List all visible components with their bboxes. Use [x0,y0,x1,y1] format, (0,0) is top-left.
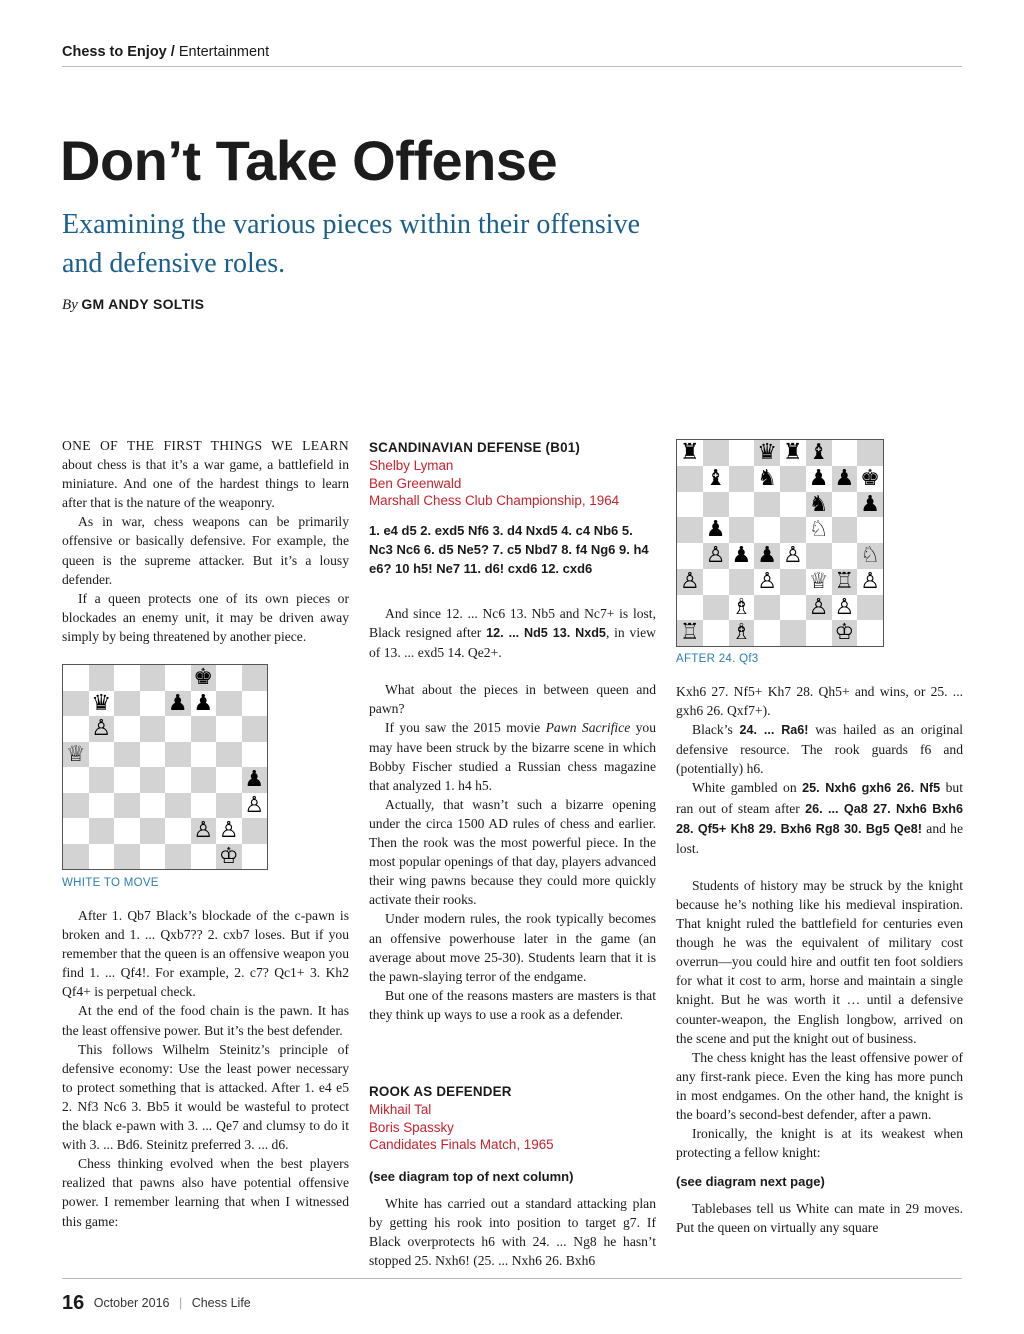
board-square [780,620,806,646]
board-square [165,767,191,793]
column-2-bottom [369,1194,656,1270]
board-square [754,620,780,646]
board-square [63,691,89,717]
board-square [242,818,268,844]
lead-caps: ONE OF THE FIRST THINGS WE LEARN [62,438,349,453]
paragraph-text: , in view of 13. ... exd5 14. Qe2+. [369,625,656,661]
section-name: Chess to Enjoy [62,44,167,60]
chess-piece-icon: ♟ [808,465,829,491]
chess-piece-icon: ♟ [860,491,880,517]
board-square [165,742,191,768]
footer-divider [62,1278,962,1279]
board-square [63,665,89,691]
diagram-caption: WHITE TO MOVE [62,877,159,889]
chess-piece-icon: ♚ [860,465,880,491]
board-square [857,440,883,466]
chess-piece-icon: ♝ [808,440,829,465]
board-square [729,569,755,595]
paragraph-text: was hailed as an original defensive resource. The rook guards f6 and (potentially) h6. [676,722,964,777]
board-square [89,742,115,768]
chess-piece-icon: ♘ [860,543,880,568]
board-square [89,818,115,844]
board-square [216,767,242,793]
chess-piece-icon: ♙ [705,543,726,568]
board-square [754,492,780,518]
byline [62,296,204,314]
board-square [89,665,115,691]
move-text: 25. Nxh6 gxh6 26. Nf5 [802,781,941,796]
header-slash: / [170,44,175,60]
page-number: 16 [62,1292,85,1314]
paragraph: Students of history may be struck by the knight because he’s nothing like his medieval inspiration. That knight ruled the battlefield for centuries even though he was the equivalent of military cost overrun—you could hire and outfit ten foot soldiers for what it cost to arm, horse and maintain a single knight. But he was worth it … until a defensive counter-weapon, the English longbow, arrived on the scene and put the knight out of business. [676,877,963,1046]
board-square [89,793,115,819]
board-square [140,767,166,793]
paragraph: White has carried out a standard attacking plan by getting his rook into position to target g7. If Black overprotects h6 with 24. ... Ng8 he hasn’t stopped 25. Nxh6! (25. ... Nxh6 26. Bxh6 [369,1196,656,1269]
paragraph [676,720,963,778]
column-3-text [676,682,963,1238]
chess-piece-icon: ♔ [834,620,855,646]
board-square [677,595,703,621]
chess-piece-icon: ♔ [218,843,239,869]
board-square [216,665,242,691]
paragraph-text: If you saw the 2015 movie [385,720,541,736]
author-name: GM ANDY SOLTIS [81,296,205,312]
chess-piece-icon: ♙ [860,568,880,594]
board-square [63,844,89,870]
board-square [857,517,883,543]
paragraph-text: White gambled on [692,780,797,796]
paragraph [676,778,963,857]
paragraph-text: Black’s [692,722,733,738]
paragraph: At the end of the food chain is the pawn. It has the least offensive power. But it’s the best defender. [62,1003,349,1038]
paragraph: If a queen protects one of its own pieces or blockades an enemy unit, it may be driven away simply by being threatened by another piece. [62,590,349,644]
board-square [857,620,883,646]
board-square [63,793,89,819]
board-square [165,716,191,742]
paragraph: Actually, that wasn’t such a bizarre opening under the circa 1500 AD rules of chess and earlier. Then the rook was the most powerful piece. In the most popular openings of that day, players advanced their wing pawns because they could more quickly activate their rooks. [369,796,656,908]
game-1-block [369,438,656,578]
board-square [754,517,780,543]
chess-piece-icon: ♚ [193,665,214,690]
column-1-bottom [62,906,349,1231]
board-square [165,793,191,819]
event-name: Candidates Finals Match, 1965 [369,1136,554,1152]
board-square [114,793,140,819]
chess-piece-icon: ♞ [757,465,777,491]
black-player: Ben Greenwald [369,475,462,491]
chess-piece-icon: ♛ [91,690,112,716]
board-square [140,742,166,768]
board-square [677,517,703,543]
diagram-reference: (see diagram top of next column) [369,1169,574,1185]
chess-piece-icon: ♟ [193,690,214,716]
footer-separator: | [178,1296,183,1310]
board-square [114,665,140,691]
board-square [114,691,140,717]
board-square [806,543,832,569]
game-moves: 1. e4 d5 2. exd5 Nf6 3. d4 Nxd5 4. c4 Nb6 5. Nc3 Nc6 6. d5 Ne5? 7. c5 Nbd7 8. f4 Ng6 9. h4 e6? 10 h5! Ne7 11. d6! cxd6 12. cxd6 [369,523,649,577]
board-square [63,818,89,844]
issue-date: October 2016 [93,1296,170,1310]
board-square [89,767,115,793]
chess-piece-icon: ♖ [680,620,700,646]
category-name: Entertainment [178,44,270,60]
board-square [677,466,703,492]
paragraph: But one of the reasons masters are masters is that they think up ways to use a rook as a defender. [369,987,656,1022]
board-square [242,691,268,717]
board-square [114,818,140,844]
paragraph: The chess knight has the least offensive power of any first-rank piece. Even the king has more punch in most endgames. On the other hand, the knight is the board’s second-best defender, after a pawn. [676,1049,963,1122]
board-square [140,793,166,819]
paragraph: This follows Wilhelm Steinitz’s principle of defensive economy: Use the least power necessary to protect something that is attacked. After 1. e4 e5 2. Nf3 Nc6 3. Bb5 it would be wasteful to protect the black e-pawn with 3. ... Qe7 and clumsy to do it with 3. ... Bd6. Steinitz preferred 3. ... d6. [62,1041,349,1153]
chess-diagram-white-to-move [62,664,268,870]
chess-piece-icon: ♙ [244,792,265,818]
board-square [832,517,858,543]
board-square [780,569,806,595]
board-square [216,691,242,717]
article-title: Don’t Take Offense [60,129,558,192]
chess-piece-icon: ♙ [783,543,803,568]
board-square [242,844,268,870]
board-square [780,517,806,543]
board-square [114,767,140,793]
board-square [140,716,166,742]
running-header [62,44,962,60]
board-square [729,492,755,518]
game-heading: ROOK AS DEFENDER [369,1084,512,1099]
chess-piece-icon: ♙ [808,594,829,620]
board-square [216,793,242,819]
chess-piece-icon: ♕ [808,568,829,594]
game-heading: SCANDINAVIAN DEFENSE (B01) [369,440,581,455]
move-text: 24. ... Ra6! [739,723,809,738]
board-square [703,620,729,646]
board-square [165,844,191,870]
board-square [242,665,268,691]
board-square [780,466,806,492]
board-square [242,716,268,742]
event-name: Marshall Chess Club Championship, 1964 [369,492,620,508]
game-2-block [369,1082,656,1186]
chess-piece-icon: ♟ [757,543,777,568]
paragraph-text: but ran out of steam after [676,780,963,816]
board-square [754,595,780,621]
board-square [729,466,755,492]
chess-piece-icon: ♟ [167,690,188,716]
header-divider [62,66,962,67]
board-square [114,716,140,742]
board-square [857,595,883,621]
board-square [677,492,703,518]
paragraph-text: about chess is that it’s a war game, a battlefield in miniature. And one of the hardest things to learn after that is the nature of the weaponry. [62,457,349,511]
paragraph [62,436,349,512]
movie-title: Pawn Sacrifice [545,720,631,736]
paragraph: Under modern rules, the rook typically becomes an offensive powerhouse later in the game (an average about move 25-30). Students learn that it is the pawn-slaying terror of the endgame. [369,911,656,984]
chess-piece-icon: ♙ [680,568,700,594]
chess-piece-icon: ♟ [705,517,726,543]
paragraph: Ironically, the knight is at its weakest when protecting a fellow knight: [676,1126,963,1161]
chess-piece-icon: ♛ [757,440,777,465]
board-square [191,844,217,870]
diagram-reference: (see diagram next page) [676,1174,825,1190]
board-square [703,440,729,466]
white-player: Shelby Lyman [369,458,454,474]
board-square [191,793,217,819]
board-square [140,818,166,844]
chess-piece-icon: ♞ [808,491,829,517]
article-subtitle: Examining the various pieces within their offensive and defensive roles. [62,209,641,279]
board-square [703,569,729,595]
board-square [140,691,166,717]
chess-piece-icon: ♖ [834,568,855,594]
column-1-top [62,436,349,646]
board-square [703,492,729,518]
board-square [63,716,89,742]
paragraph-text: And since 12. ... Nc6 13. Nb5 and Nc7+ is lost, Black resigned after [369,606,656,641]
board-square [140,844,166,870]
board-square [729,440,755,466]
paragraph: Tablebases tell us White can mate in 29 moves. Put the queen on virtually any square [676,1201,963,1236]
board-square [780,492,806,518]
board-square [832,440,858,466]
chess-piece-icon: ♙ [834,594,855,620]
chess-piece-icon: ♘ [808,517,829,543]
column-2-text [369,604,656,1024]
board-square [114,844,140,870]
board-square [216,716,242,742]
chess-piece-icon: ♙ [757,568,777,594]
board-square [114,742,140,768]
byline-prefix: By [62,297,78,313]
chess-piece-icon: ♜ [783,440,803,465]
board-square [729,517,755,543]
chess-piece-icon: ♗ [731,594,752,620]
page-footer [62,1292,251,1315]
move-text: 26. ... Qa8 27. Nxh6 Bxh6 28. Qf5+ Kh8 29. Bxh6 Rg8 30. Bg5 Qe8! [676,801,963,836]
chess-piece-icon: ♗ [731,620,752,646]
board-square [191,742,217,768]
chess-piece-icon: ♟ [731,543,752,568]
board-square [191,767,217,793]
board-square [63,767,89,793]
board-square [832,492,858,518]
chess-piece-icon: ♙ [193,818,214,843]
paragraph [369,718,656,794]
board-square [89,844,115,870]
board-square [191,716,217,742]
paragraph: As in war, chess weapons can be primarily offensive or basically defensive. For example, the queen is the supreme attacker. But it’s a lousy defender. [62,514,349,587]
magazine-name: Chess Life [191,1296,251,1310]
board-square [677,543,703,569]
board-square [832,543,858,569]
chess-piece-icon: ♝ [705,465,726,491]
board-square [140,665,166,691]
paragraph [369,604,656,662]
board-square [242,742,268,768]
paragraph-text: and he lost. [676,820,964,856]
move-text: 12. ... Nd5 13. Nxd5 [486,626,606,641]
chess-piece-icon: ♙ [91,716,112,741]
diagram-caption: AFTER 24. Qf3 [676,653,759,665]
chess-piece-icon: ♕ [65,741,86,767]
board-square [780,595,806,621]
black-player: Boris Spassky [369,1119,454,1135]
paragraph: Kxh6 27. Nf5+ Kh7 28. Qh5+ and wins, or 25. ... gxh6 26. Qxf7+). [676,684,963,719]
board-square [216,742,242,768]
paragraph: What about the pieces in between queen and pawn? [369,682,656,717]
board-square [806,620,832,646]
board-square [703,595,729,621]
chess-piece-icon: ♟ [834,465,855,491]
chess-piece-icon: ♟ [244,767,265,792]
board-square [165,818,191,844]
chess-piece-icon: ♜ [680,440,700,465]
paragraph-text: you may have been struck by the bizarre scene in which Bobby Fischer studied a Russian chess magazine that analyzed 1. h4 h5. [369,720,656,793]
paragraph: After 1. Qb7 Black’s blockade of the c-pawn is broken and 1. ... Qxb7?? 2. cxb7 loses. But if you remember that the queen is an offensive weapon you find 1. ... Qf4!. For example, 2. c7? Qc1+ 3. Kh2 Qf4+ is perpetual check. [62,908,349,1000]
white-player: Mikhail Tal [369,1102,432,1118]
chess-piece-icon: ♙ [218,818,239,843]
chess-diagram-after-qf3 [676,439,884,647]
board-square [165,665,191,691]
paragraph: Chess thinking evolved when the best players realized that pawns also have potential offensive power. I remember learning that when I witnessed this game: [62,1156,349,1229]
